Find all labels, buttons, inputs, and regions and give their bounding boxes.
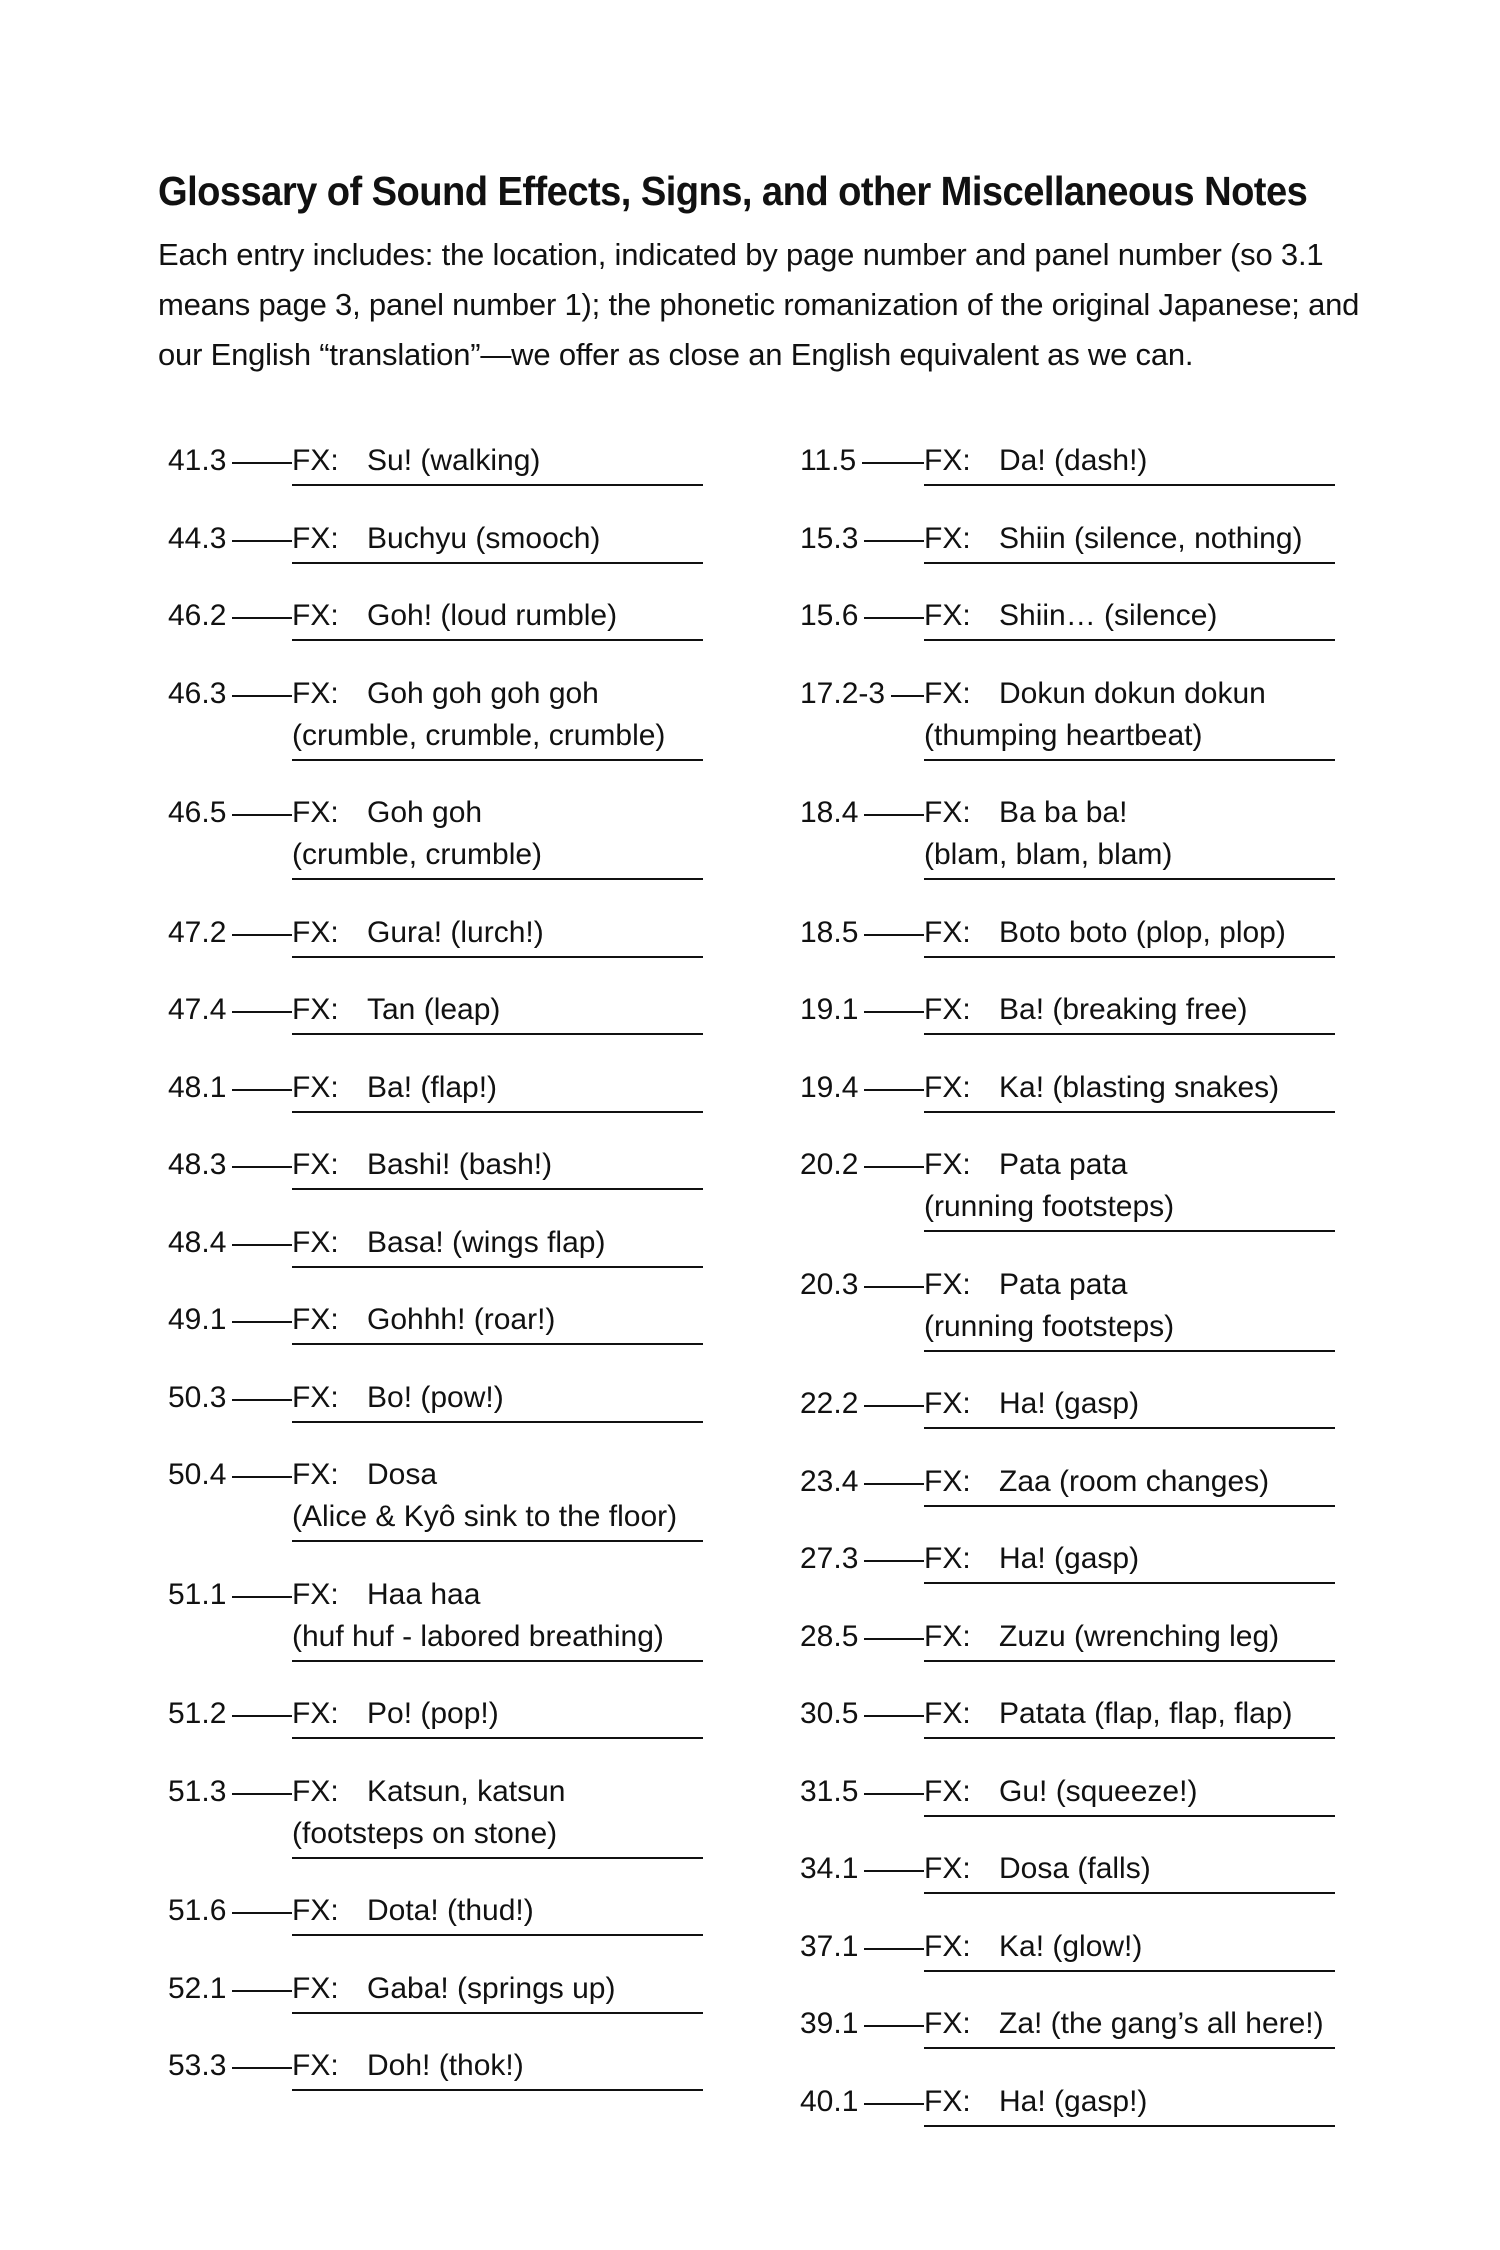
entry-underline	[924, 1660, 1335, 1662]
fx-label: FX:	[292, 444, 339, 477]
fx-label: FX:	[924, 1697, 971, 1730]
entry-underline	[924, 1111, 1335, 1113]
entry-text: Boto boto (plop, plop)	[999, 915, 1286, 949]
fx-label: FX:	[292, 521, 339, 555]
fx-label: FX:	[924, 993, 971, 1026]
entry-location: 15.6	[800, 599, 859, 632]
leader-dash	[232, 934, 292, 936]
leader-dash	[232, 1715, 292, 1717]
fx-label: FX:	[924, 444, 971, 477]
entry-text: Pata pata	[999, 1267, 1128, 1301]
entry-location: 50.3	[168, 1380, 227, 1414]
leader-dash	[891, 695, 924, 697]
fx-label: FX:	[924, 1774, 971, 1808]
fx-label: FX:	[924, 1267, 971, 1301]
leader-dash	[864, 814, 924, 816]
leader-dash	[864, 1638, 924, 1640]
entry-underline	[924, 1350, 1335, 1352]
entry-text-continued: (thumping heartbeat)	[924, 718, 1203, 752]
leader-dash	[232, 1244, 292, 1246]
entry-location: 17.2-3	[800, 676, 886, 710]
entry-text: Zuzu (wrenching leg)	[999, 1619, 1280, 1653]
entry-text: Ha! (gasp!)	[999, 2084, 1148, 2118]
entry-underline	[292, 956, 703, 958]
entry-text: Tan (leap)	[367, 993, 501, 1026]
leader-dash	[232, 1793, 292, 1795]
entry-location: 22.2	[800, 1387, 859, 1420]
leader-dash	[864, 1793, 924, 1795]
entry-underline	[292, 1660, 703, 1662]
entry-text-continued: (crumble, crumble)	[292, 838, 543, 871]
entry-text: Patata (flap, flap, flap)	[999, 1697, 1293, 1730]
entry-location: 18.4	[800, 796, 859, 829]
entry-text: Dokun dokun dokun	[999, 676, 1266, 710]
fx-label: FX:	[924, 1148, 971, 1181]
entry-underline	[924, 639, 1335, 641]
entry-underline	[292, 1111, 703, 1113]
entry-location: 28.5	[800, 1619, 859, 1653]
entry-text: Shiin… (silence)	[999, 599, 1218, 632]
entry-text-continued: (blam, blam, blam)	[924, 838, 1173, 871]
entry-underline	[924, 562, 1335, 564]
page-title: Glossary of Sound Effects, Signs, and other Miscellaneous Notes	[158, 168, 1308, 214]
leader-dash	[232, 695, 292, 697]
entry-location: 27.3	[800, 1542, 859, 1575]
leader-dash	[232, 540, 292, 542]
entry-text: Haa haa	[367, 1577, 481, 1611]
entry-underline	[292, 2012, 703, 2014]
entry-text: Goh! (loud rumble)	[367, 599, 618, 632]
entry-text: Gura! (lurch!)	[367, 915, 544, 949]
entry-text: Ka! (glow!)	[999, 1929, 1143, 1963]
entry-underline	[292, 562, 703, 564]
entry-underline	[292, 1188, 703, 1190]
entry-underline	[924, 1427, 1335, 1429]
entry-text: Dota! (thud!)	[367, 1894, 534, 1927]
fx-label: FX:	[924, 2007, 971, 2040]
leader-dash	[232, 814, 292, 816]
leader-dash	[864, 1948, 924, 1950]
fx-label: FX:	[292, 1697, 339, 1730]
leader-dash	[864, 540, 924, 542]
leader-dash	[232, 1476, 292, 1478]
leader-dash	[232, 462, 292, 464]
entry-location: 18.5	[800, 915, 859, 949]
fx-label: FX:	[292, 599, 339, 632]
entry-underline	[292, 1343, 703, 1345]
leader-dash	[864, 1089, 924, 1091]
leader-dash	[864, 1286, 924, 1288]
entry-location: 48.3	[168, 1148, 227, 1181]
leader-dash	[232, 617, 292, 619]
entry-text: Ba ba ba!	[999, 796, 1128, 829]
entry-location: 15.3	[800, 521, 859, 555]
entry-underline	[924, 1970, 1335, 1972]
entry-location: 37.1	[800, 1929, 859, 1963]
fx-label: FX:	[292, 1774, 339, 1808]
fx-label: FX:	[924, 1387, 971, 1420]
entry-location: 30.5	[800, 1697, 859, 1730]
entry-text: Zaa (room changes)	[999, 1464, 1270, 1498]
fx-label: FX:	[924, 1464, 971, 1498]
entry-underline	[924, 1230, 1335, 1232]
leader-dash	[232, 1011, 292, 1013]
entry-text-continued: (footsteps on stone)	[292, 1816, 558, 1850]
leader-dash	[864, 2025, 924, 2027]
entry-location: 19.1	[800, 993, 859, 1026]
entry-text: Ba! (breaking free)	[999, 993, 1248, 1026]
fx-label: FX:	[292, 1458, 339, 1491]
leader-dash	[232, 1399, 292, 1401]
entry-text: Pata pata	[999, 1148, 1128, 1181]
entry-text: Katsun, katsun	[367, 1774, 566, 1808]
leader-dash	[232, 1912, 292, 1914]
entry-text-continued: (crumble, crumble, crumble)	[292, 718, 666, 752]
fx-label: FX:	[924, 915, 971, 949]
entry-text: Gaba! (springs up)	[367, 1971, 616, 2005]
entry-location: 51.1	[168, 1577, 227, 1611]
entry-underline	[292, 1421, 703, 1423]
entry-text: Ha! (gasp)	[999, 1542, 1140, 1575]
entry-underline	[292, 1266, 703, 1268]
entry-location: 51.3	[168, 1774, 227, 1808]
leader-dash	[232, 1990, 292, 1992]
entry-underline	[924, 2047, 1335, 2049]
fx-label: FX:	[292, 1894, 339, 1927]
fx-label: FX:	[924, 521, 971, 555]
entry-underline	[924, 956, 1335, 958]
fx-label: FX:	[292, 2049, 339, 2082]
leader-dash	[864, 1405, 924, 1407]
entry-location: 52.1	[168, 1971, 227, 2005]
entry-underline	[292, 1857, 703, 1859]
entry-underline	[924, 2125, 1335, 2127]
entry-text: Goh goh goh goh	[367, 676, 599, 710]
entry-text: Gohhh! (roar!)	[367, 1303, 556, 1336]
entry-text: Dosa	[367, 1458, 438, 1491]
entry-location: 50.4	[168, 1458, 227, 1491]
leader-dash	[232, 1166, 292, 1168]
entry-text: Doh! (thok!)	[367, 2049, 524, 2082]
entry-text: Buchyu (smooch)	[367, 521, 601, 555]
fx-label: FX:	[924, 1929, 971, 1963]
fx-label: FX:	[292, 1303, 339, 1336]
leader-dash	[864, 1166, 924, 1168]
entry-location: 11.5	[800, 444, 857, 477]
entry-text: Dosa (falls)	[999, 1852, 1151, 1885]
leader-dash	[232, 1321, 292, 1323]
entry-location: 51.6	[168, 1894, 227, 1927]
entry-text-continued: (running footsteps)	[924, 1190, 1175, 1223]
entry-location: 40.1	[800, 2084, 859, 2118]
entry-location: 53.3	[168, 2049, 227, 2082]
entry-location: 51.2	[168, 1697, 227, 1730]
fx-label: FX:	[292, 1577, 339, 1611]
fx-label: FX:	[292, 676, 339, 710]
entry-text: Da! (dash!)	[999, 444, 1148, 477]
entry-location: 19.4	[800, 1070, 859, 1104]
fx-label: FX:	[292, 1380, 339, 1414]
fx-label: FX:	[292, 1070, 339, 1104]
leader-dash	[864, 1560, 924, 1562]
fx-label: FX:	[292, 1148, 339, 1181]
fx-label: FX:	[924, 1619, 971, 1653]
entry-text: Po! (pop!)	[367, 1697, 499, 1730]
entry-underline	[292, 1934, 703, 1936]
entry-text: Ha! (gasp)	[999, 1387, 1140, 1420]
entry-underline	[924, 878, 1335, 880]
entry-location: 48.1	[168, 1070, 227, 1104]
leader-dash	[864, 1715, 924, 1717]
entry-location: 46.5	[168, 796, 227, 829]
entry-underline	[292, 878, 703, 880]
entry-underline	[292, 2089, 703, 2091]
entry-location: 20.2	[800, 1148, 859, 1181]
entry-underline	[924, 759, 1335, 761]
entry-underline	[292, 1737, 703, 1739]
leader-dash	[232, 2067, 292, 2069]
entry-location: 46.3	[168, 676, 227, 710]
leader-dash	[864, 2103, 924, 2105]
leader-dash	[232, 1089, 292, 1091]
entry-text: Su! (walking)	[367, 444, 541, 477]
entry-text: Za! (the gang’s all here!)	[999, 2007, 1324, 2040]
fx-label: FX:	[292, 796, 339, 829]
entry-location: 23.4	[800, 1464, 859, 1498]
fx-label: FX:	[924, 599, 971, 632]
entry-text: Shiin (silence, nothing)	[999, 521, 1303, 555]
fx-label: FX:	[292, 993, 339, 1026]
entry-underline	[292, 1033, 703, 1035]
fx-label: FX:	[924, 2084, 971, 2118]
entry-location: 20.3	[800, 1267, 859, 1301]
entry-underline	[924, 1582, 1335, 1584]
entry-text-continued: (Alice & Kyô sink to the floor)	[292, 1500, 678, 1533]
entry-underline	[924, 1737, 1335, 1739]
fx-label: FX:	[924, 1542, 971, 1575]
leader-dash	[862, 462, 924, 464]
entry-text: Ka! (blasting snakes)	[999, 1070, 1280, 1104]
fx-label: FX:	[924, 1070, 971, 1104]
fx-label: FX:	[924, 1852, 971, 1885]
fx-label: FX:	[924, 796, 971, 829]
entry-location: 44.3	[168, 521, 227, 555]
entry-text: Ba! (flap!)	[367, 1070, 498, 1104]
entry-text-continued: (huf huf - labored breathing)	[292, 1619, 664, 1653]
intro-paragraph: Each entry includes: the location, indicated by page number and panel number (so 3.1 means page 3, panel number 1); the phonetic romanization of the original Japanese; and our English “translation”—we offer as close an English equivalent as we can.	[158, 237, 1360, 372]
entry-text: Basa! (wings flap)	[367, 1225, 606, 1259]
entry-underline	[292, 1540, 703, 1542]
entry-location: 46.2	[168, 599, 227, 632]
entry-underline	[292, 639, 703, 641]
entry-underline	[924, 1815, 1335, 1817]
fx-label: FX:	[924, 676, 971, 710]
entry-text: Goh goh	[367, 796, 483, 829]
entry-location: 48.4	[168, 1225, 227, 1259]
entry-underline	[924, 1033, 1335, 1035]
entry-location: 31.5	[800, 1774, 859, 1808]
entry-underline	[924, 1505, 1335, 1507]
leader-dash	[864, 1011, 924, 1013]
leader-dash	[864, 1870, 924, 1872]
entry-underline	[292, 484, 703, 486]
entry-location: 49.1	[168, 1303, 227, 1336]
entry-location: 47.2	[168, 915, 227, 949]
leader-dash	[864, 1483, 924, 1485]
entry-underline	[292, 759, 703, 761]
leader-dash	[232, 1596, 292, 1598]
fx-label: FX:	[292, 1971, 339, 2005]
entry-text: Gu! (squeeze!)	[999, 1774, 1198, 1808]
entry-text: Bashi! (bash!)	[367, 1148, 553, 1181]
fx-label: FX:	[292, 1225, 339, 1259]
entry-location: 39.1	[800, 2007, 859, 2040]
entry-location: 34.1	[800, 1852, 859, 1885]
entry-location: 41.3	[168, 444, 227, 477]
entry-underline	[924, 1892, 1335, 1894]
leader-dash	[864, 934, 924, 936]
leader-dash	[864, 617, 924, 619]
entry-text-continued: (running footsteps)	[924, 1309, 1175, 1343]
entry-underline	[924, 484, 1335, 486]
fx-label: FX:	[292, 915, 339, 949]
entry-location: 47.4	[168, 993, 227, 1026]
entry-text: Bo! (pow!)	[367, 1380, 504, 1414]
